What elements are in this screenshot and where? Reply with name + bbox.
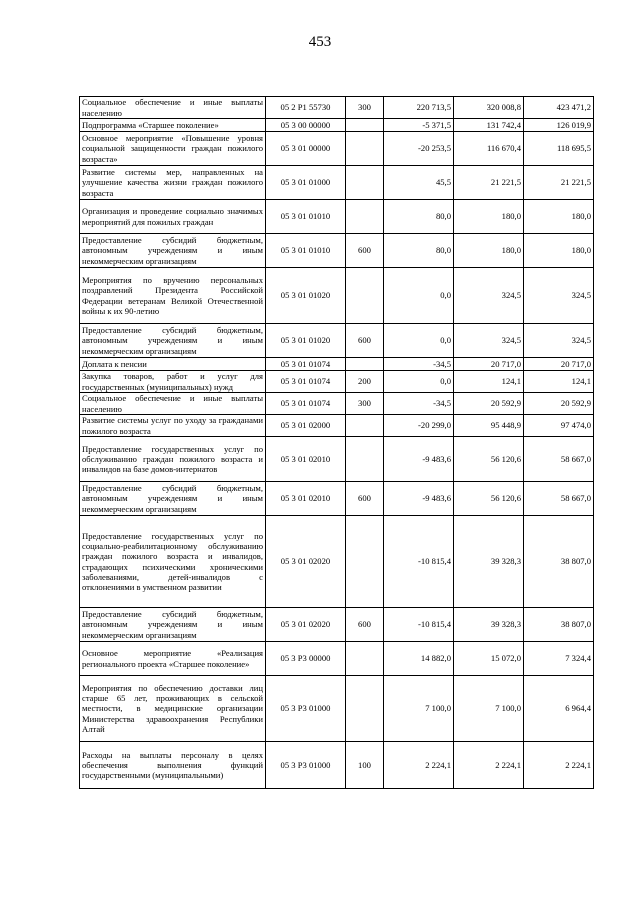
row-value-2: 180,0 (454, 234, 524, 268)
table-row (80, 119, 594, 132)
row-value-1: 0,0 (384, 268, 454, 324)
row-value-3: 58 667,0 (524, 437, 594, 482)
row-code: 05 3 01 01020 (266, 324, 346, 358)
row-code: 05 3 01 02010 (266, 437, 346, 482)
row-value-3: 324,5 (524, 268, 594, 324)
row-value-1: -20 299,0 (384, 415, 454, 437)
row-value-1: -9 483,6 (384, 482, 454, 516)
row-name: Основное мероприятие «Реализация регионального проекта «Старшее поколение» (80, 642, 266, 676)
row-value-1: -34,5 (384, 393, 454, 415)
row-code: 05 3 01 01020 (266, 268, 346, 324)
row-value-3: 20 717,0 (524, 358, 594, 371)
row-name: Предоставление государственных услуг по обслуживанию граждан пожилого возраста и инвалидов на базе домов-интернатов (80, 437, 266, 482)
row-value-3: 423 471,2 (524, 97, 594, 119)
row-value-3: 126 019,9 (524, 119, 594, 132)
row-value-2: 39 328,3 (454, 608, 524, 642)
row-name: Мероприятия по обеспечению доставки лиц старше 65 лет, проживающих в сельской местности, в медицинские организации Министерства здравоохранения Республики Алтай (80, 676, 266, 742)
row-name: Расходы на выплаты персоналу в целях обеспечения выполнения функций государственными (муниципальными) (80, 742, 266, 789)
row-value-3: 7 324,4 (524, 642, 594, 676)
table-row (80, 415, 594, 437)
row-name: Социальное обеспечение и иные выплаты населению (80, 97, 266, 119)
row-expense-type (346, 119, 384, 132)
row-value-2: 56 120,6 (454, 482, 524, 516)
row-value-1: 80,0 (384, 200, 454, 234)
row-code: 05 3 01 01074 (266, 358, 346, 371)
row-value-1: 80,0 (384, 234, 454, 268)
row-name: Закупка товаров, работ и услуг для государственных (муниципальных) нужд (80, 371, 266, 393)
row-value-3: 38 807,0 (524, 608, 594, 642)
row-value-1: -10 815,4 (384, 608, 454, 642)
row-name: Предоставление субсидий бюджетным, автономным учреждениям и иным некоммерческим организациям (80, 482, 266, 516)
table-row (80, 482, 594, 516)
row-value-3: 38 807,0 (524, 516, 594, 608)
row-value-3: 118 695,5 (524, 132, 594, 166)
row-value-3: 2 224,1 (524, 742, 594, 789)
table-row (80, 742, 594, 789)
table-row (80, 371, 594, 393)
row-value-1: 220 713,5 (384, 97, 454, 119)
row-expense-type: 600 (346, 482, 384, 516)
row-value-2: 20 717,0 (454, 358, 524, 371)
row-value-1: -34,5 (384, 358, 454, 371)
row-value-1: 0,0 (384, 324, 454, 358)
row-value-1: 45,5 (384, 166, 454, 200)
table-row (80, 608, 594, 642)
table-row (80, 324, 594, 358)
row-value-2: 95 448,9 (454, 415, 524, 437)
page-number: 453 (308, 34, 332, 50)
row-value-2: 180,0 (454, 200, 524, 234)
row-value-2: 124,1 (454, 371, 524, 393)
row-name: Развитие системы мер, направленных на улучшение качества жизни граждан пожилого возраста (80, 166, 266, 200)
row-value-1: -9 483,6 (384, 437, 454, 482)
row-expense-type (346, 676, 384, 742)
row-code: 05 3 01 01000 (266, 166, 346, 200)
row-name: Доплата к пенсии (80, 358, 266, 371)
row-value-3: 97 474,0 (524, 415, 594, 437)
row-value-2: 116 670,4 (454, 132, 524, 166)
row-name: Предоставление субсидий бюджетным, автономным учреждениям и иным некоммерческим организациям (80, 234, 266, 268)
row-code: 05 2 P1 55730 (266, 97, 346, 119)
table-row (80, 132, 594, 166)
row-expense-type (346, 200, 384, 234)
row-value-3: 6 964,4 (524, 676, 594, 742)
row-code: 05 3 01 02000 (266, 415, 346, 437)
row-value-1: 2 224,1 (384, 742, 454, 789)
row-value-2: 56 120,6 (454, 437, 524, 482)
row-name: Мероприятия по вручению персональных поздравлений Президента Российской Федерации ветеранам Великой Отечественной войны к их 90-летию (80, 268, 266, 324)
row-expense-type (346, 268, 384, 324)
row-value-1: -10 815,4 (384, 516, 454, 608)
table-row (80, 268, 594, 324)
row-code: 05 3 01 02020 (266, 608, 346, 642)
row-expense-type: 200 (346, 371, 384, 393)
row-code: 05 3 01 01074 (266, 393, 346, 415)
table-row (80, 437, 594, 482)
row-code: 05 3 01 00000 (266, 132, 346, 166)
row-value-1: 7 100,0 (384, 676, 454, 742)
row-value-1: -5 371,5 (384, 119, 454, 132)
row-expense-type: 600 (346, 324, 384, 358)
row-expense-type (346, 132, 384, 166)
row-expense-type: 300 (346, 97, 384, 119)
budget-table-body (80, 97, 594, 789)
row-name: Предоставление субсидий бюджетным, автономным учреждениям и иным некоммерческим организациям (80, 324, 266, 358)
row-expense-type: 300 (346, 393, 384, 415)
row-value-2: 324,5 (454, 324, 524, 358)
row-value-2: 39 328,3 (454, 516, 524, 608)
table-row (80, 676, 594, 742)
row-value-3: 324,5 (524, 324, 594, 358)
row-value-2: 320 008,8 (454, 97, 524, 119)
row-value-1: 0,0 (384, 371, 454, 393)
table-row (80, 97, 594, 119)
row-name: Организация и проведение социально значимых мероприятий для пожилых граждан (80, 200, 266, 234)
row-value-2: 20 592,9 (454, 393, 524, 415)
row-code: 05 3 00 00000 (266, 119, 346, 132)
row-expense-type (346, 415, 384, 437)
row-value-2: 2 224,1 (454, 742, 524, 789)
row-value-2: 7 100,0 (454, 676, 524, 742)
row-value-3: 124,1 (524, 371, 594, 393)
row-name: Предоставление государственных услуг по социально-реабилитационному обслуживанию граждан пожилого возраста и инвалидов, страдающих психическими хроническими заболеваниями, детей-инвалидов с отклонениями в умственном развитии (80, 516, 266, 608)
row-code: 05 3 P3 01000 (266, 742, 346, 789)
budget-table (79, 96, 594, 789)
row-name: Развитие системы услуг по уходу за гражданами пожилого возраста (80, 415, 266, 437)
table-row (80, 642, 594, 676)
row-value-2: 131 742,4 (454, 119, 524, 132)
row-value-1: 14 882,0 (384, 642, 454, 676)
row-value-3: 180,0 (524, 200, 594, 234)
row-value-3: 180,0 (524, 234, 594, 268)
row-code: 05 3 01 02020 (266, 516, 346, 608)
row-expense-type: 100 (346, 742, 384, 789)
row-code: 05 3 01 01010 (266, 200, 346, 234)
row-value-2: 15 072,0 (454, 642, 524, 676)
table-row (80, 358, 594, 371)
row-code: 05 3 01 01074 (266, 371, 346, 393)
row-name: Подпрограмма «Старшее поколение» (80, 119, 266, 132)
row-value-1: -20 253,5 (384, 132, 454, 166)
row-expense-type (346, 358, 384, 371)
row-expense-type (346, 642, 384, 676)
row-code: 05 3 P3 00000 (266, 642, 346, 676)
row-expense-type (346, 166, 384, 200)
table-row (80, 516, 594, 608)
row-expense-type: 600 (346, 608, 384, 642)
row-name: Предоставление субсидий бюджетным, автономным учреждениям и иным некоммерческим организациям (80, 608, 266, 642)
row-expense-type (346, 516, 384, 608)
row-value-3: 20 592,9 (524, 393, 594, 415)
row-value-2: 21 221,5 (454, 166, 524, 200)
row-code: 05 3 01 02010 (266, 482, 346, 516)
row-name: Социальное обеспечение и иные выплаты населению (80, 393, 266, 415)
row-expense-type: 600 (346, 234, 384, 268)
table-row (80, 166, 594, 200)
row-value-2: 324,5 (454, 268, 524, 324)
row-expense-type (346, 437, 384, 482)
table-row (80, 200, 594, 234)
row-value-3: 58 667,0 (524, 482, 594, 516)
table-row (80, 234, 594, 268)
row-value-3: 21 221,5 (524, 166, 594, 200)
row-code: 05 3 01 01010 (266, 234, 346, 268)
row-code: 05 3 P3 01000 (266, 676, 346, 742)
table-row (80, 393, 594, 415)
row-name: Основное мероприятие «Повышение уровня социальной защищенности граждан пожилого возраста» (80, 132, 266, 166)
